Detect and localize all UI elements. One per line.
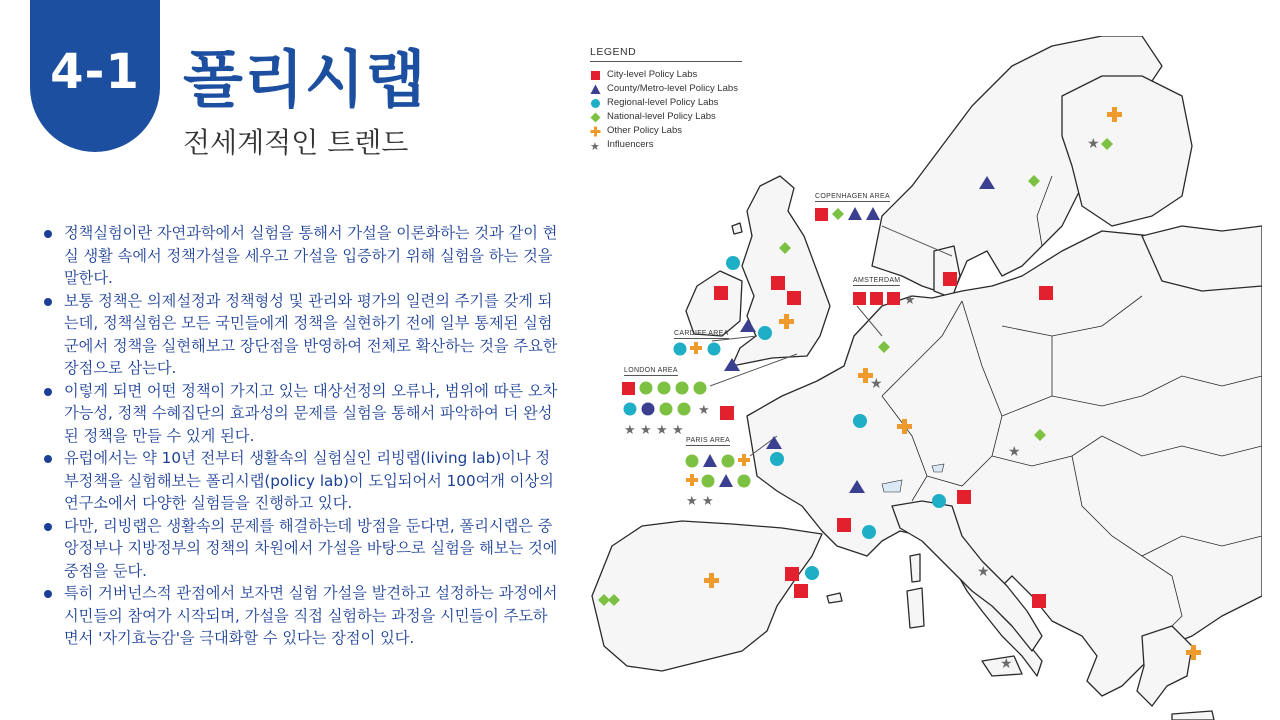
- legend-label: National-level Policy Labs: [607, 111, 716, 122]
- svg-text:★: ★: [702, 494, 714, 509]
- page-title: 폴리시랩: [183, 43, 427, 116]
- svg-text:★: ★: [656, 423, 668, 438]
- svg-text:★: ★: [904, 293, 916, 308]
- paris-cluster: [686, 454, 751, 509]
- legend-label: County/Metro-level Policy Labs: [607, 83, 738, 94]
- london-cluster: [622, 382, 710, 439]
- teal-circle-icon: [590, 98, 601, 109]
- legend-label: Influencers: [607, 139, 654, 150]
- red-square-icon: [590, 70, 601, 81]
- cardiff-cluster: [674, 342, 721, 356]
- svg-text:★: ★: [698, 403, 710, 418]
- bullet-item: 정책실험이란 자연과학에서 실험을 통해서 가설을 이론화하는 것과 같이 현실 생활 속에서 정책가설을 세우고 가설을 입증하기 위해 실험을 하는 것을 말한다.: [42, 222, 562, 290]
- bullet-item: 유럽에서는 약 10년 전부터 생활속의 실험실인 리빙랩(living lab)이나 정부정책을 실험해보는 폴리시랩(policy lab)이 도입되어서 100여개 이상의 연구소에서 다양한 실험들을 진행하고 있다.: [42, 447, 562, 515]
- bullet-item: 보통 정책은 의제설정과 정책형성 및 관리와 평가의 일련의 주기를 갖게 되는데, 정책실험은 모든 국민들에게 정책을 실현하기 전에 일부 통제된 실험군에서 정책을 실현해보고 장단점을 반영하여 전체로 확산하는 것을 주요한 장점으로 삼는다.: [42, 290, 562, 380]
- grey-star-icon: [590, 140, 601, 151]
- influencer-marker: ★: [870, 376, 883, 392]
- svg-text:★: ★: [590, 140, 600, 151]
- legend-item: [590, 68, 742, 82]
- legend-item: [590, 138, 742, 152]
- area-label-paris: PARIS AREA: [686, 437, 731, 444]
- legend-item: [590, 96, 742, 110]
- influencer-marker: ★: [1087, 136, 1100, 152]
- legend-item: [590, 124, 742, 138]
- svg-text:★: ★: [686, 494, 698, 509]
- green-diamond-icon: [590, 112, 601, 123]
- map-legend: [590, 46, 742, 152]
- legend-item: [590, 110, 742, 124]
- amsterdam-cluster: [853, 292, 916, 308]
- legend-label: Other Policy Labs: [607, 125, 682, 136]
- bullet-item: 특히 거버넌스적 관점에서 보자면 실험 가설을 발견하고 설정하는 과정에서 시민들의 참여가 시작되며, 가설을 직접 실험하는 과정을 시민들이 주도하면서 '자기효능감'을 극대화할 수 있다는 장점이 있다.: [42, 582, 562, 650]
- section-number: 4-1: [50, 44, 140, 100]
- blue-triangle-icon: [590, 84, 601, 95]
- svg-text:★: ★: [672, 423, 684, 438]
- bullet-item: 다만, 리빙랩은 생활속의 문제를 해결하는데 방점을 둔다면, 폴리시랩은 중앙정부나 지방정부의 정책의 차원에서 가설을 바탕으로 실험을 해보는 것에 중점을 둔다.: [42, 515, 562, 583]
- area-label-amsterdam: AMSTERDAM: [853, 277, 901, 284]
- section-number-badge: [30, 0, 160, 152]
- legend-item: [590, 82, 742, 96]
- copenhagen-cluster: [815, 207, 880, 221]
- influencer-marker: ★: [977, 564, 990, 580]
- bullet-item: 이렇게 되면 어떤 정책이 가지고 있는 대상선정의 오류나, 범위에 따른 오차 가능성, 정책 수혜집단의 효과성의 문제를 실험을 통해서 파악하여 더 완성된 정책을 만들 수 있게 된다.: [42, 380, 562, 448]
- svg-text:★: ★: [624, 423, 636, 438]
- area-label-copenhagen: COPENHAGEN AREA: [815, 193, 890, 200]
- page-subtitle: 전세계적인 트렌드: [183, 126, 409, 159]
- legend-label: City-level Policy Labs: [607, 69, 698, 80]
- bullet-list: [42, 222, 562, 650]
- area-label-london: LONDON AREA: [624, 367, 678, 374]
- influencer-marker: ★: [1000, 656, 1013, 672]
- area-label-cardiff: CARDIFF AREA: [674, 330, 729, 337]
- influencer-marker: ★: [1008, 444, 1021, 460]
- legend-title: LEGEND: [590, 46, 742, 62]
- orange-cross-icon: [590, 126, 601, 137]
- legend-label: Regional-level Policy Labs: [607, 97, 719, 108]
- svg-text:★: ★: [640, 423, 652, 438]
